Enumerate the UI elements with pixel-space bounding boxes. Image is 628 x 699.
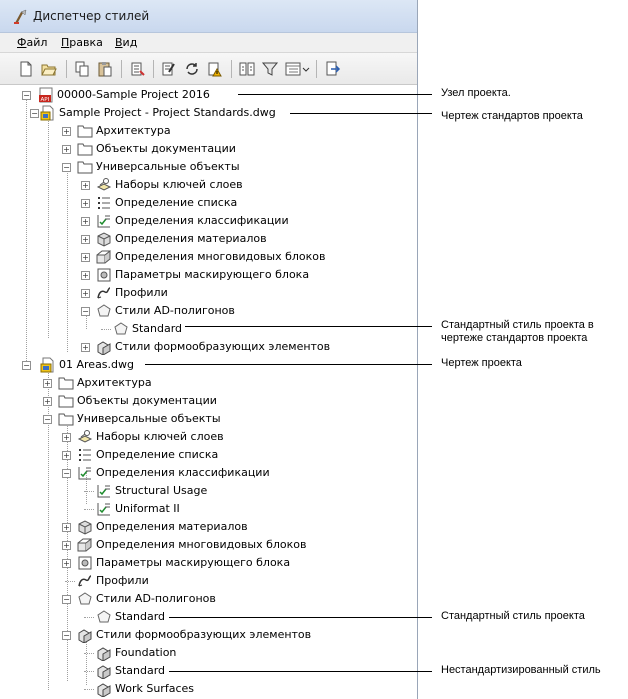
mass-element-icon xyxy=(96,663,112,679)
multiview-block-icon xyxy=(77,537,93,553)
mass-element-icon xyxy=(77,627,93,643)
callout-standard-project-style-text: Стандартный стиль проекта xyxy=(441,610,585,622)
tree-connector-line xyxy=(84,509,94,510)
expand-toggle[interactable]: + xyxy=(82,181,89,190)
callout-nonstandard-style-text: Нестандартизированный стиль xyxy=(441,664,601,676)
tree-node[interactable] xyxy=(0,176,418,194)
layer-key-icon xyxy=(96,177,112,193)
mass-element-icon xyxy=(96,645,112,661)
polygon-icon xyxy=(96,609,112,625)
tree-node-label: Определения многовидовых блоков xyxy=(115,250,326,263)
collapse-toggle[interactable]: − xyxy=(63,163,70,172)
expand-toggle[interactable]: + xyxy=(63,127,70,136)
chevron-down-icon[interactable] xyxy=(302,61,310,77)
tree-node-label: Стили формообразующих элементов xyxy=(115,340,331,353)
expand-toggle[interactable]: + xyxy=(82,235,89,244)
style-tree xyxy=(0,86,418,699)
expand-toggle[interactable]: + xyxy=(82,217,89,226)
collapse-toggle[interactable]: − xyxy=(31,109,38,118)
folder-icon xyxy=(58,393,74,409)
tree-connector-line xyxy=(101,329,111,330)
tree-node[interactable] xyxy=(0,158,418,176)
dwg-icon xyxy=(40,357,56,373)
menu-edit-rest: равка xyxy=(69,36,103,49)
folder-icon xyxy=(77,141,93,157)
tree-node-label: Профили xyxy=(115,286,168,299)
profile-icon xyxy=(96,285,112,301)
paste-icon[interactable] xyxy=(97,61,113,77)
callout-standard-style xyxy=(441,319,594,345)
tree-node-label: Универсальные объекты xyxy=(77,412,221,425)
expand-toggle[interactable]: + xyxy=(63,559,70,568)
api-project-icon xyxy=(38,87,54,103)
menu-file-rest: айл xyxy=(26,36,48,49)
expand-toggle[interactable]: + xyxy=(82,199,89,208)
material-icon xyxy=(77,519,93,535)
expand-toggle[interactable]: + xyxy=(44,379,51,388)
tree-node-label: Uniformat II xyxy=(115,502,180,515)
tree-node-label: Определение списка xyxy=(115,196,238,209)
tree-connector-line xyxy=(84,617,94,618)
tree-node-label: Объекты документации xyxy=(96,142,236,155)
expand-toggle[interactable]: + xyxy=(63,523,70,532)
menu-file-accel: Ф xyxy=(17,36,27,49)
toolbar-separator xyxy=(66,60,67,78)
collapse-toggle[interactable]: − xyxy=(63,469,70,478)
expand-toggle[interactable]: + xyxy=(82,271,89,280)
window-title: Диспетчер стилей xyxy=(33,9,150,23)
leader-line xyxy=(185,326,432,327)
expand-toggle[interactable]: + xyxy=(63,451,70,460)
leader-line xyxy=(290,113,432,114)
tree-node[interactable] xyxy=(0,302,418,320)
tree-node[interactable] xyxy=(0,572,418,590)
tree-node-label: Определения многовидовых блоков xyxy=(96,538,307,551)
tree-node-label: Work Surfaces xyxy=(115,682,194,695)
tree-node-label: Архитектура xyxy=(77,376,152,389)
tree-node[interactable] xyxy=(0,248,418,266)
tree-node-label: Наборы ключей слоев xyxy=(96,430,224,443)
tree-node[interactable] xyxy=(0,500,418,518)
tree-connector-line xyxy=(84,689,94,690)
tree-node-label: Определения материалов xyxy=(96,520,248,533)
menu-edit[interactable] xyxy=(61,36,103,49)
layer-key-icon xyxy=(77,429,93,445)
tree-node[interactable] xyxy=(0,518,418,536)
leader-line xyxy=(145,364,432,365)
expand-toggle[interactable]: + xyxy=(63,433,70,442)
tree-node-label: Sample Project - Project Standards.dwg xyxy=(59,106,276,119)
menu-file[interactable] xyxy=(17,36,47,49)
callout-standard-project-style xyxy=(441,610,585,623)
tree-node-label: 01 Areas.dwg xyxy=(59,358,134,371)
tree-node[interactable] xyxy=(0,446,418,464)
tree-node[interactable] xyxy=(0,212,418,230)
collapse-toggle[interactable]: − xyxy=(44,415,51,424)
tree-node-label: Определение списка xyxy=(96,448,219,461)
tree-node[interactable] xyxy=(0,284,418,302)
callout-project-drawing-text: Чертеж проекта xyxy=(441,357,522,369)
tree-node[interactable] xyxy=(0,338,418,356)
tree-node[interactable] xyxy=(0,356,418,374)
tree-node[interactable] xyxy=(0,464,418,482)
leader-line xyxy=(169,617,432,618)
filter-icon[interactable] xyxy=(262,61,278,77)
tree-node[interactable] xyxy=(0,86,418,104)
tree-node-label: Параметры маскирующего блока xyxy=(96,556,291,569)
classification-icon xyxy=(96,213,112,229)
callout-nonstandard-style xyxy=(441,664,601,677)
leader-line xyxy=(238,94,432,95)
folder-icon xyxy=(58,375,74,391)
collapse-toggle[interactable]: − xyxy=(23,361,30,370)
callout-standard-style-line1: Стандартный стиль проекта в xyxy=(441,319,594,331)
tree-connector-line xyxy=(84,653,94,654)
tree-node[interactable] xyxy=(0,410,418,428)
tree-node[interactable] xyxy=(0,266,418,284)
leader-line xyxy=(169,671,432,672)
callout-standard-style-line2: чертеже стандартов проекта xyxy=(441,332,588,344)
menu-bar xyxy=(0,33,418,53)
folder-icon xyxy=(58,411,74,427)
collapse-toggle[interactable]: − xyxy=(63,595,70,604)
tree-node[interactable] xyxy=(0,194,418,212)
tree-node[interactable] xyxy=(0,392,418,410)
edit-icon[interactable] xyxy=(161,61,177,77)
mask-block-icon xyxy=(77,555,93,571)
toolbar-separator xyxy=(121,60,122,78)
tree-node[interactable] xyxy=(0,644,418,662)
tree-node-label: Foundation xyxy=(115,646,177,659)
sync-icon[interactable] xyxy=(184,61,200,77)
tree-node[interactable] xyxy=(0,590,418,608)
polygon-icon xyxy=(96,303,112,319)
collapse-toggle[interactable]: − xyxy=(23,91,30,100)
tree-node-label: Профили xyxy=(96,574,149,587)
tree-node-label: Объекты документации xyxy=(77,394,217,407)
tree-connector-line xyxy=(84,491,94,492)
expand-toggle[interactable]: + xyxy=(82,343,89,352)
tree-node[interactable] xyxy=(0,374,418,392)
mass-element-icon xyxy=(96,681,112,697)
tree-node-label: Архитектура xyxy=(96,124,171,137)
callout-project-drawing xyxy=(441,357,522,370)
tree-node-label: Универсальные объекты xyxy=(96,160,240,173)
tree-node-label: Определения классификации xyxy=(96,466,270,479)
expand-toggle[interactable]: + xyxy=(44,397,51,406)
new-icon[interactable] xyxy=(18,61,34,77)
menu-view[interactable] xyxy=(115,36,137,49)
callout-standards-drawing xyxy=(441,110,583,123)
profile-icon xyxy=(77,573,93,589)
collapse-toggle[interactable]: − xyxy=(63,631,70,640)
tree-node-label: Определения классификации xyxy=(115,214,289,227)
style-manager-app-icon xyxy=(13,9,29,25)
tree-node-label: Standard xyxy=(132,322,183,335)
tree-node-label: Standard xyxy=(115,610,166,623)
classification-icon xyxy=(77,465,93,481)
tree-node[interactable] xyxy=(0,230,418,248)
tree-node[interactable] xyxy=(0,554,418,572)
tree-node-label: Стили AD-полигонов xyxy=(115,304,235,317)
toolbar xyxy=(0,53,418,85)
expand-toggle[interactable]: + xyxy=(63,541,70,550)
folder-icon xyxy=(77,123,93,139)
tree-node[interactable] xyxy=(0,482,418,500)
classification-icon xyxy=(96,501,112,517)
view-icon[interactable] xyxy=(285,61,301,77)
menu-edit-accel: П xyxy=(61,36,70,49)
toolbar-separator xyxy=(231,60,232,78)
compare-icon[interactable] xyxy=(239,61,255,77)
tree-node-label: Стили AD-полигонов xyxy=(96,592,216,605)
tree-connector-line xyxy=(84,671,94,672)
tree-node[interactable] xyxy=(0,122,418,140)
tree-node-label: Наборы ключей слоев xyxy=(115,178,243,191)
tree-node-label: Определения материалов xyxy=(115,232,267,245)
tree-node[interactable] xyxy=(0,680,418,698)
tree-node-label: 00000-Sample Project 2016 xyxy=(57,88,210,101)
expand-toggle[interactable]: + xyxy=(63,145,70,154)
toolbar-separator xyxy=(316,60,317,78)
warning-icon[interactable] xyxy=(207,61,223,77)
tree-node[interactable] xyxy=(0,536,418,554)
toggle-icon[interactable] xyxy=(325,61,341,77)
tree-node[interactable] xyxy=(0,320,418,338)
title-bar xyxy=(0,0,418,33)
tree-node[interactable] xyxy=(0,428,418,446)
purge-icon[interactable] xyxy=(129,61,145,77)
callout-standards-drawing-text: Чертеж стандартов проекта xyxy=(441,110,583,122)
classification-icon xyxy=(96,483,112,499)
folder-icon xyxy=(77,159,93,175)
list-icon xyxy=(96,195,112,211)
polygon-icon xyxy=(77,591,93,607)
tree-node[interactable] xyxy=(0,626,418,644)
menu-view-accel: В xyxy=(115,36,123,49)
callout-project-node-text: Узел проекта. xyxy=(441,87,511,99)
mask-block-icon xyxy=(96,267,112,283)
svg-text:API: API xyxy=(40,97,50,103)
tree-node[interactable] xyxy=(0,140,418,158)
collapse-toggle[interactable]: − xyxy=(82,307,89,316)
menu-view-rest: ид xyxy=(122,36,138,49)
open-icon[interactable] xyxy=(41,61,57,77)
expand-toggle[interactable]: + xyxy=(82,253,89,262)
dwg-standards-icon xyxy=(40,105,56,121)
tree-connector-line xyxy=(65,581,75,582)
tree-node-label: Standard xyxy=(115,664,166,677)
list-icon xyxy=(77,447,93,463)
multiview-block-icon xyxy=(96,249,112,265)
copy-icon[interactable] xyxy=(74,61,90,77)
tree-node-label: Параметры маскирующего блока xyxy=(115,268,310,281)
callout-project-node xyxy=(441,87,511,100)
mass-element-icon xyxy=(96,339,112,355)
toolbar-separator xyxy=(153,60,154,78)
expand-toggle[interactable]: + xyxy=(82,289,89,298)
tree-node-label: Стили формообразующих элементов xyxy=(96,628,312,641)
material-icon xyxy=(96,231,112,247)
polygon-icon xyxy=(113,321,129,337)
tree-node-label: Structural Usage xyxy=(115,484,208,497)
